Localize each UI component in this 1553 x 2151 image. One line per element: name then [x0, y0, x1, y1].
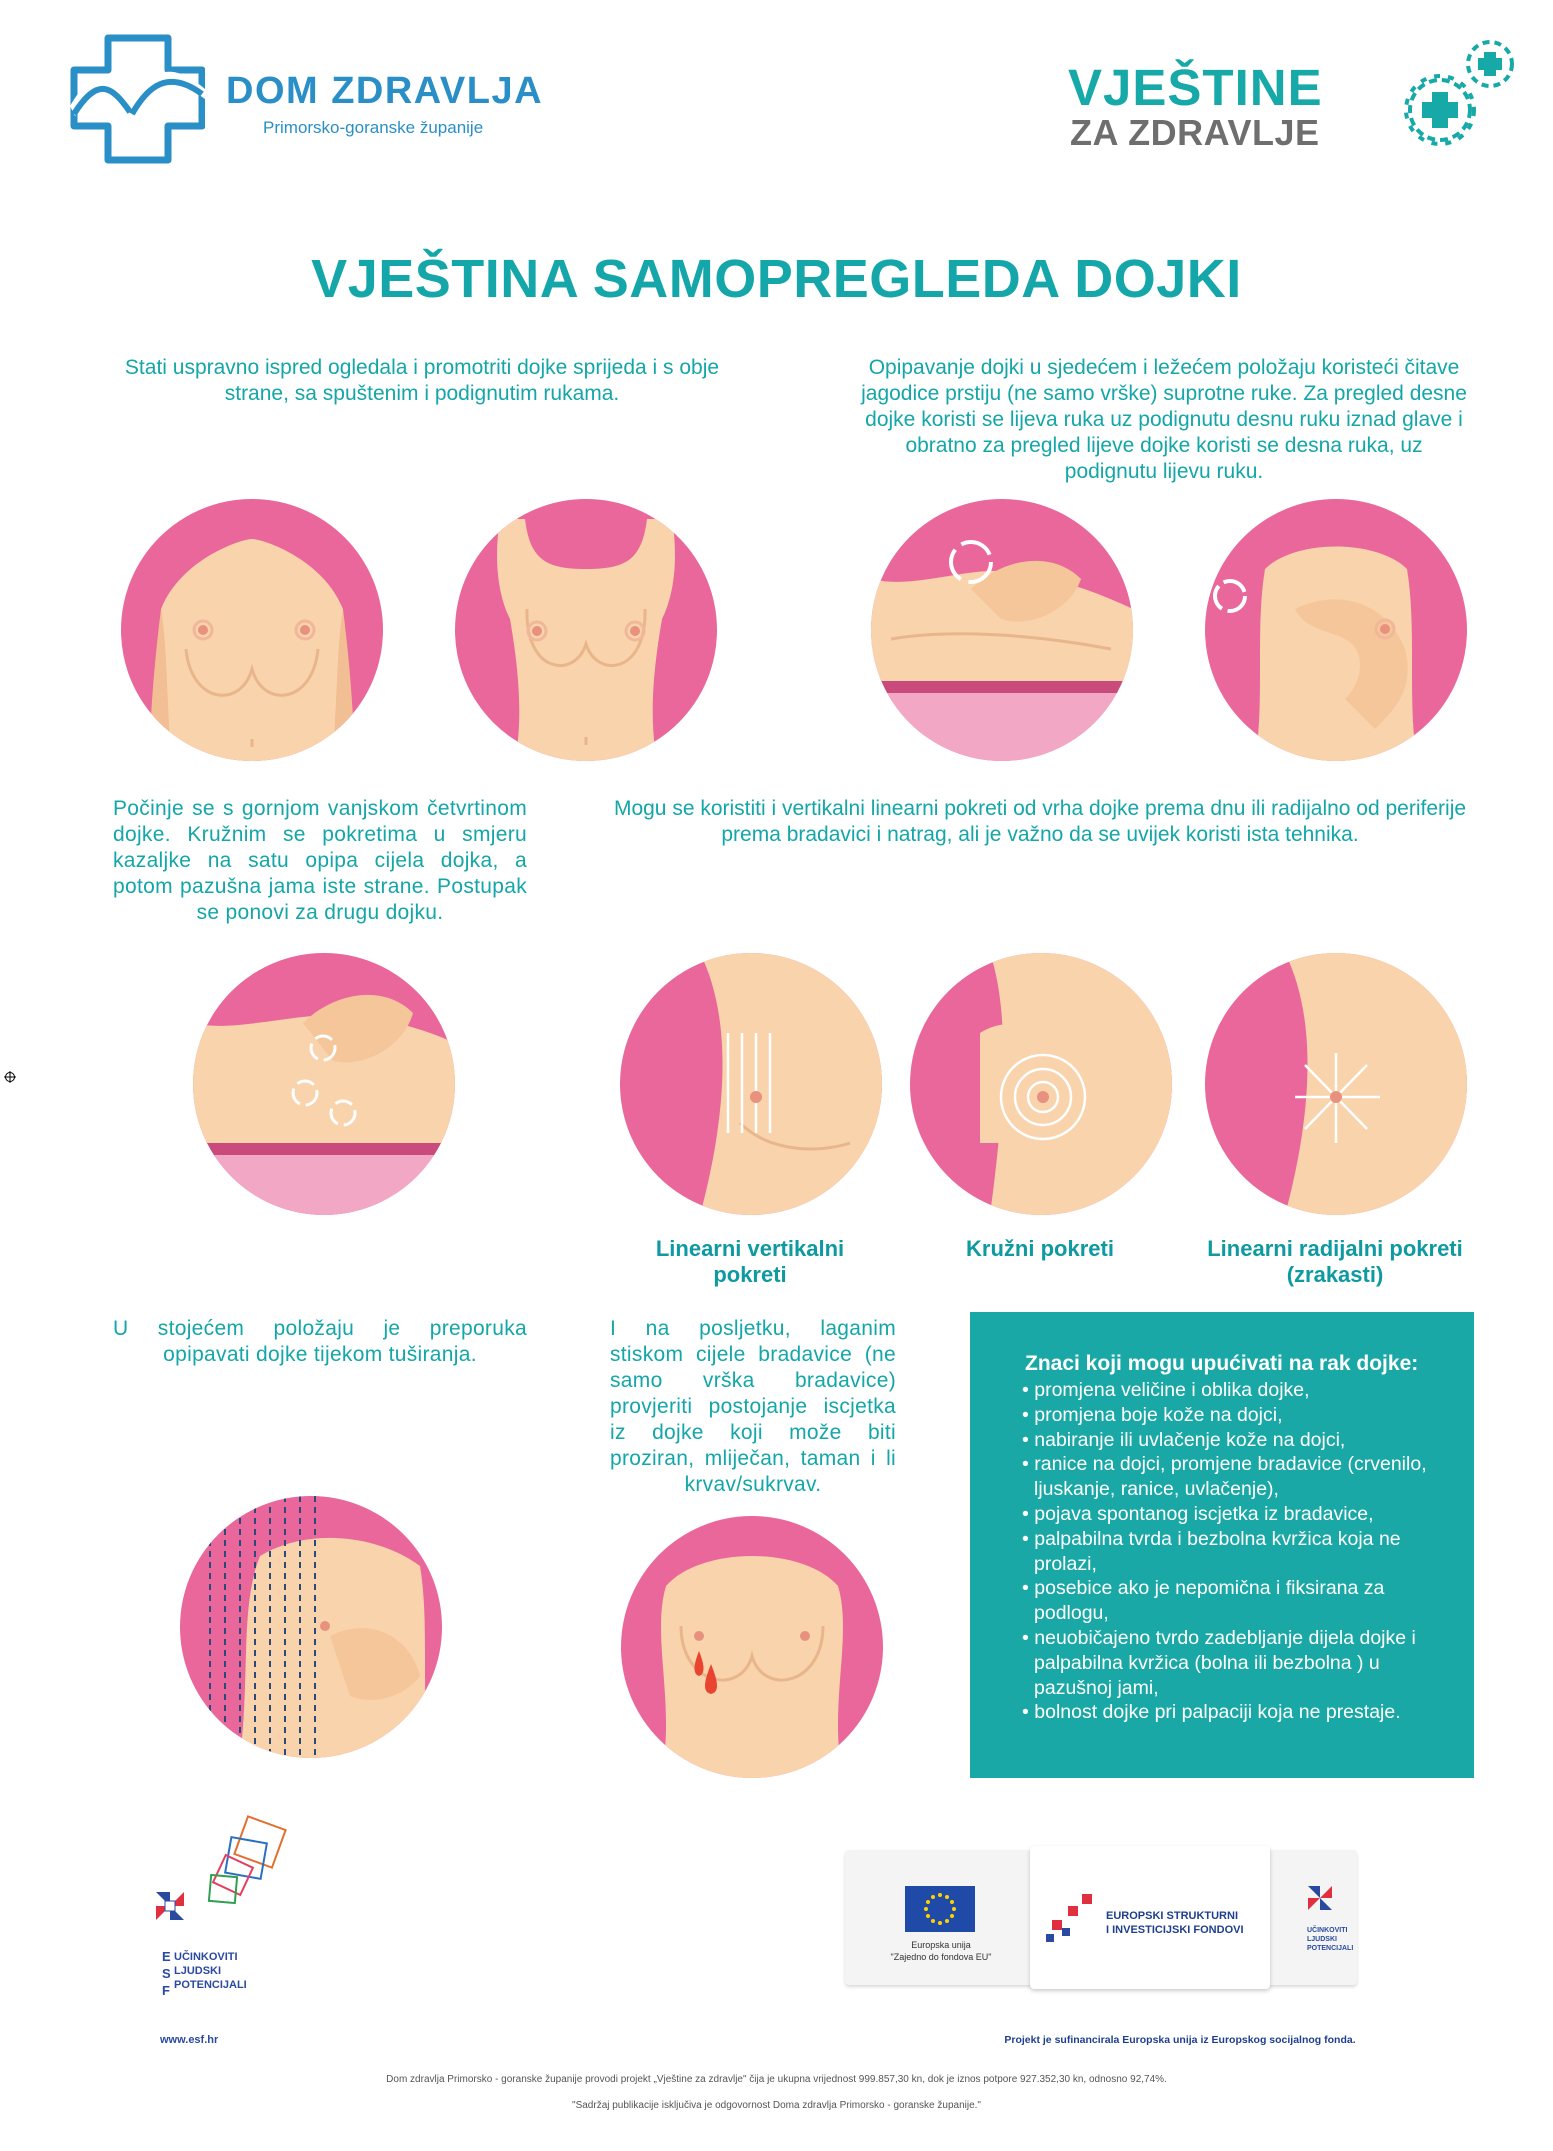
warning-list [1022, 1378, 1442, 1725]
illustration-clockwise-palpation [193, 953, 455, 1215]
illustration-front-arms-down [121, 499, 383, 761]
esf-line: POTENCIJALI [1307, 1945, 1354, 1952]
step3-text: Počinje se s gornjom vanjskom četvrtinom dojke. Kružnim se pokretima u smjeru kazaljke na satu opipa cijela dojka, a potom pazušna jama iste strane. Postupak se ponovi za drugu dojku. [113, 797, 527, 924]
esf-small-pinwheel-icon [1300, 1878, 1340, 1918]
warning-heading: Znaci koji mogu upućivati na rak dojke: [1025, 1352, 1419, 1375]
dz-logo [70, 34, 205, 164]
warning-item: • pojava spontanog iscjetka iz bradavice, [1022, 1502, 1442, 1527]
esf-line: LJUDSKI [1307, 1936, 1337, 1943]
eu-funds-banner [845, 1850, 1357, 1985]
cofinance-note: Projekt je sufinancirala Europska unija iz Europskog socijalnog fonda. [1004, 2034, 1356, 2046]
esif-panel [1030, 1846, 1270, 1989]
esf-letter: S [162, 1966, 171, 1981]
esif-line2: I INVESTICIJSKI FONDOVI [1106, 1924, 1244, 1936]
step5-text: U stojećem položaju je preporuka opipavati dojke tijekom tuširanja. [113, 1317, 527, 1366]
esf-letter: F [162, 1983, 170, 1998]
esf-url[interactable]: www.esf.hr [160, 2034, 219, 2046]
caption-radial: Linearni radijalni pokreti (zrakasti) [1207, 1236, 1463, 1287]
eu-flag-icon [905, 1886, 975, 1932]
step1-text: Stati uspravno ispred ogledala i promotriti dojke sprijeda i s obje strane, sa spuštenim i podignutim rukama. [124, 356, 720, 405]
esf-pinwheel-icon [140, 1810, 320, 1940]
warning-item: • palpabilna tvrda i bezbolna kvržica koja ne prolazi, [1022, 1527, 1442, 1577]
esf-small-text [1307, 1926, 1353, 1953]
esf-line: LJUDSKI [174, 1965, 222, 1977]
step2-text: Opipavanje dojki u sjedećem i ležećem položaju koristeći čitave jagodice prstiju (ne samo vrške) suprotne ruke. Za pregled desne dojke koristi se lijeva ruka uz podignutu desnu ruku iznad glave i obratno za pregled lijeve dojke koristi se desna ruka, uz podignutu lijevu ruku. [861, 356, 1467, 483]
dz-logo-icon [70, 34, 205, 164]
esf-text [174, 1950, 247, 1992]
org-name: DOM ZDRAVLJA [226, 70, 544, 112]
warning-item: • nabiranje ili uvlačenje kože na dojci, [1022, 1428, 1442, 1453]
illustration-nipple-discharge [621, 1516, 883, 1778]
illustration-shower [180, 1496, 442, 1758]
warning-item: • posebice ako je nepomična i fiksirana za podlogu, [1022, 1576, 1442, 1626]
esf-line: POTENCIJALI [174, 1979, 247, 1991]
illustration-sitting-palpation [1205, 499, 1467, 761]
esf-line: UČINKOVITI [1307, 1927, 1348, 1934]
crosshair-icon [4, 1070, 16, 1082]
esif-line1: EUROPSKI STRUKTURNI [1106, 1910, 1239, 1922]
esf-letter: E [162, 1949, 171, 1964]
illustration-radial-strokes [1205, 953, 1467, 1215]
illustration-lying-palpation [871, 499, 1133, 761]
eu-label-2: "Zajedno do fondova EU" [890, 1952, 992, 1962]
illustration-circular-strokes [910, 953, 1172, 1215]
warning-signs-box [970, 1312, 1474, 1778]
step4-text: Mogu se koristiti i vertikalni linearni pokreti od vrha dojke prema dnu ili radijalno od periferije prema bradavici i natrag, ali je važno da se uvijek koristi ista tehnika. [613, 797, 1467, 846]
caption-circular: Kružni pokreti [966, 1236, 1114, 1261]
disclaimer-note: "Sadržaj publikacije isključiva je odgovornost Doma zdravlja Primorsko - goranske županije." [572, 2100, 981, 2111]
esif-squares-icon [1042, 1890, 1112, 1950]
esf-line: UČINKOVITI [174, 1951, 238, 1963]
project-value-note: Dom zdravlja Primorsko - goranske županije provodi projekt „Vještine za zdravlje" čija je ukupna vrijednost 999.857,30 kn, dok je iznos potpore 927.352,30 kn, odnosno 92,74%. [386, 2074, 1167, 2085]
esf-letters [162, 1948, 172, 1999]
eu-label-1: Europska unija [911, 1940, 971, 1950]
illustration-vertical-strokes [620, 953, 882, 1215]
org-subtitle: Primorsko-goranske županije [263, 118, 484, 137]
page-title: VJEŠTINA SAMOPREGLEDA DOJKI [311, 249, 1242, 309]
warning-item: • promjena boje kože na dojci, [1022, 1403, 1442, 1428]
warning-item: • promjena veličine i oblika dojke, [1022, 1378, 1442, 1403]
warning-item: • neuobičajeno tvrdo zadebljanje dijela dojke i palpabilna kvržica (bolna ili bezbolna ) u pazušnoj jami, [1022, 1626, 1442, 1700]
gear-plus-icon [1398, 34, 1520, 152]
project-name-line2: ZA ZDRAVLJE [1070, 112, 1320, 153]
warning-item: • bolnost dojke pri palpaciji koja ne prestaje. [1022, 1700, 1442, 1725]
step6-text: I na posljetku, laganim stiskom cijele bradavice (ne samo vrška bradavice) provjeriti postojanje iscjetka iz dojke koji može biti proziran, mliječan, taman i li krvav/sukrvav. [610, 1317, 896, 1496]
warning-item: • ranice na dojci, promjene bradavice (crvenilo, ljuskanje, ranice, uvlačenje), [1022, 1452, 1442, 1502]
project-name-line1: VJEŠTINE [1068, 59, 1323, 116]
illustration-front-arms-up [455, 499, 717, 761]
caption-vertical: Linearni vertikalni pokreti [655, 1236, 845, 1287]
